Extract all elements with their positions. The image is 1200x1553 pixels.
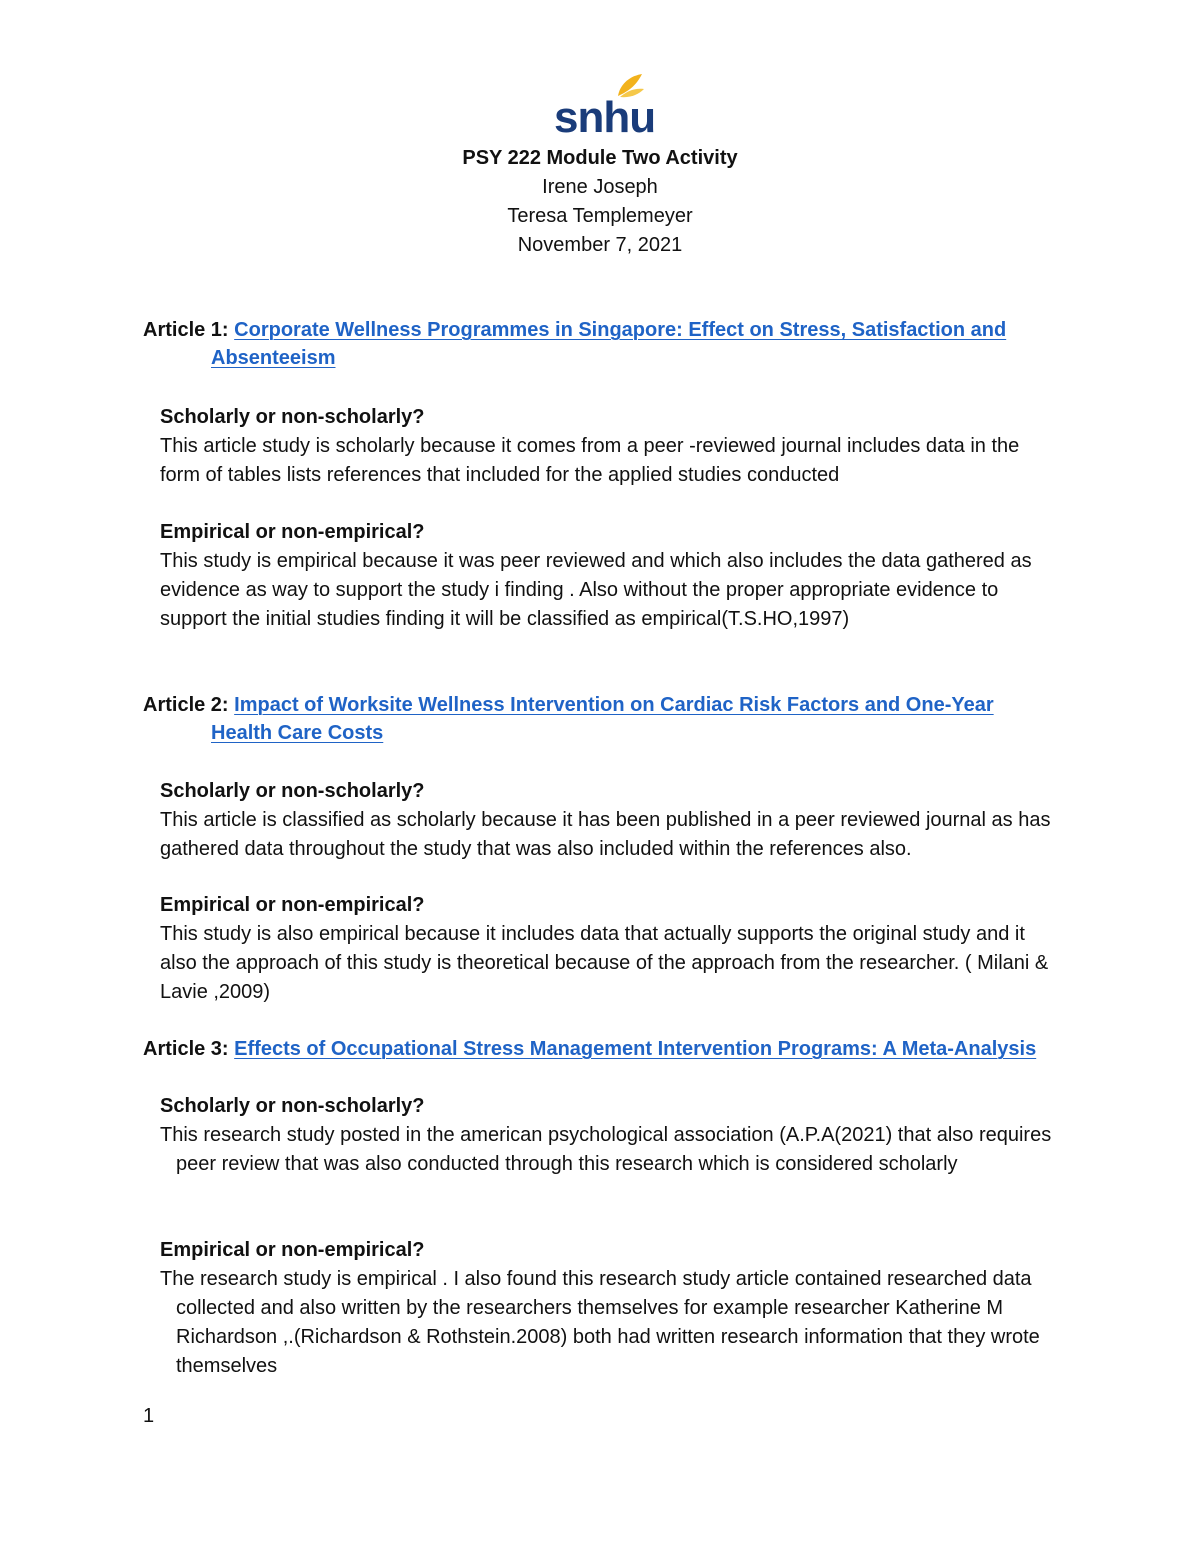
- page-number: 1: [143, 1405, 155, 1427]
- document-header: [0, 144, 1200, 260]
- logo-text: snhu: [554, 93, 656, 140]
- article-3-heading: [143, 1035, 1073, 1063]
- article-link[interactable]: Corporate Wellness Programmes in Singapore: Effect on Stress, Satisfaction and: [234, 319, 1007, 341]
- question-heading: Scholarly or non-scholarly?: [160, 406, 425, 428]
- question-heading: Empirical or non-empirical?: [160, 521, 425, 543]
- question-heading: Empirical or non-empirical?: [160, 1239, 425, 1261]
- answer-text: This research study posted in the american psychological association (A.P.A(2021) that also requires peer review that was also conducted through this research which is considered scholarly: [160, 1124, 1052, 1175]
- question-heading: Scholarly or non-scholarly?: [160, 780, 425, 802]
- answer-text: This article is classified as scholarly because it has been published in a peer reviewed journal as has gathered data throughout the study that was also included within the references also.: [160, 809, 1051, 860]
- article-link[interactable]: Impact of Worksite Wellness Intervention on Cardiac Risk Factors and One-Year: [234, 694, 994, 716]
- article-2-scholarly: [160, 777, 1060, 864]
- answer-text: This study is also empirical because it includes data that actually supports the original study and it also the approach of this study is theoretical because of the approach from the researcher. ( Milani & Lavie ,2009): [160, 923, 1049, 1003]
- article-1-heading: [143, 316, 1073, 372]
- instructor-name: Teresa Templemeyer: [507, 205, 693, 227]
- article-3-scholarly: [160, 1092, 1060, 1179]
- article-label: Article 2:: [143, 694, 229, 716]
- document-title: PSY 222 Module Two Activity: [462, 147, 738, 169]
- article-label: Article 3:: [143, 1038, 229, 1060]
- document-date: November 7, 2021: [517, 234, 683, 256]
- snhu-logo: [540, 70, 660, 140]
- student-name: Irene Joseph: [542, 176, 658, 198]
- snhu-logo-graphic: [540, 70, 660, 140]
- article-link-continued[interactable]: Absenteeism: [211, 347, 336, 369]
- article-link[interactable]: Effects of Occupational Stress Management Intervention Programs: A Meta-Analysis: [234, 1038, 1037, 1060]
- article-1-empirical: [160, 518, 1060, 634]
- article-label: Article 1:: [143, 319, 229, 341]
- article-3-empirical: [160, 1236, 1060, 1381]
- answer-text: The research study is empirical . I also found this research study article contained researched data collected and also written by the researchers themselves for example researcher Katherine M Richardson ,.(Richardson & Rothstein.2008) both had written research information that they wrote themselves: [160, 1268, 1040, 1377]
- article-link-continued[interactable]: Health Care Costs: [211, 722, 384, 744]
- answer-text: This article study is scholarly because it comes from a peer -reviewed journal includes data in the form of tables lists references that included for the applied studies conducted: [160, 435, 1020, 486]
- question-heading: Scholarly or non-scholarly?: [160, 1095, 425, 1117]
- article-1-scholarly: [160, 403, 1060, 490]
- article-2-heading: [143, 691, 1073, 747]
- question-heading: Empirical or non-empirical?: [160, 894, 425, 916]
- answer-text: This study is empirical because it was peer reviewed and which also includes the data gathered as evidence as way to support the study i finding . Also without the proper appropriate evidence to support the initial studies finding it will be classified as empirical(T.S.HO,1997): [160, 550, 1032, 630]
- article-2-empirical: [160, 891, 1060, 1007]
